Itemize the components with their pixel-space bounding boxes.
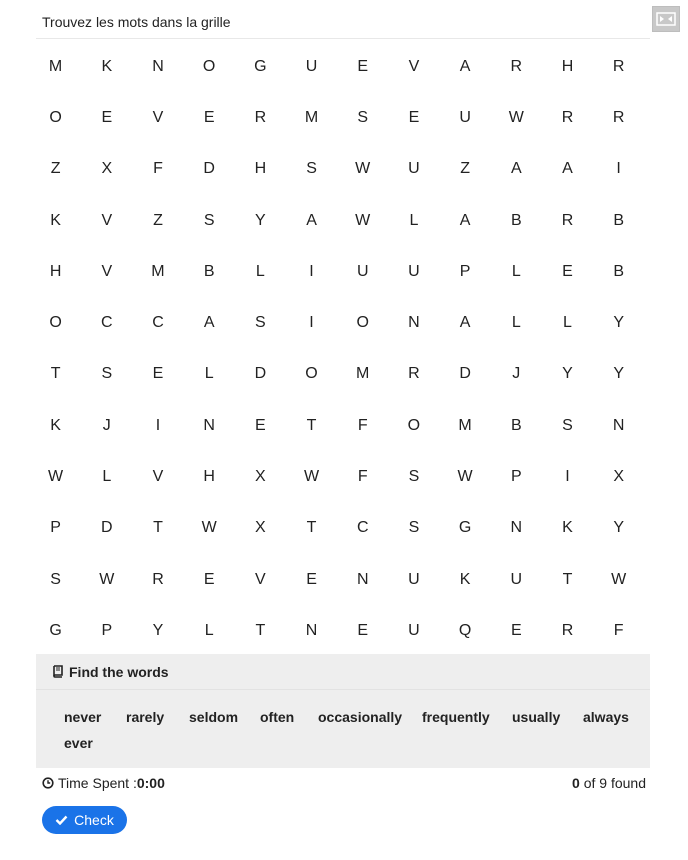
grid-cell[interactable]: N	[203, 416, 215, 434]
grid-cell[interactable]: I	[565, 468, 570, 486]
grid-cell[interactable]: T	[50, 365, 61, 383]
grid-cell[interactable]: R	[510, 57, 523, 75]
grid-cell[interactable]: U	[305, 57, 318, 75]
grid-cell[interactable]: F	[357, 468, 368, 486]
grid-cell[interactable]: D	[203, 160, 215, 178]
grid-cell[interactable]: R	[561, 211, 574, 229]
grid-cell[interactable]: O	[305, 365, 318, 383]
grid-cell[interactable]: B	[203, 262, 215, 280]
grid-cell[interactable]: F	[613, 621, 624, 639]
grid-cell[interactable]: L	[511, 314, 521, 332]
grid-cell[interactable]: U	[408, 160, 420, 178]
grid-cell[interactable]: S	[255, 314, 266, 332]
grid-cell[interactable]: W	[355, 211, 371, 229]
grid-cell[interactable]: T	[153, 519, 163, 537]
grid-cell[interactable]: F	[357, 416, 368, 434]
time-spent	[42, 775, 165, 791]
grid-cell[interactable]: H	[254, 160, 267, 178]
word-item: occasionally	[318, 709, 403, 725]
grid-cell[interactable]: E	[101, 108, 113, 126]
grid-cell[interactable]: T	[255, 621, 266, 639]
grid-cell[interactable]: S	[562, 416, 573, 434]
word-item: ever	[64, 735, 93, 751]
grid-cell[interactable]: K	[50, 211, 61, 229]
clock-icon	[42, 777, 54, 789]
grid-cell[interactable]: O	[407, 416, 421, 434]
grid-cell[interactable]: E	[255, 416, 266, 434]
grid-cell[interactable]: Q	[458, 621, 472, 639]
grid-cell[interactable]: M	[458, 416, 472, 434]
grid-cell[interactable]: S	[408, 468, 420, 486]
grid-cell[interactable]: P	[459, 262, 471, 280]
grid-cell[interactable]: W	[508, 108, 524, 126]
grid-cell[interactable]: C	[152, 314, 164, 332]
grid-cell[interactable]: P	[101, 621, 113, 639]
grid-cell[interactable]: X	[255, 468, 266, 486]
grid-cell[interactable]: M	[48, 57, 63, 75]
grid-cell[interactable]: N	[408, 314, 420, 332]
grid-cell[interactable]: W	[48, 468, 64, 486]
grid-cell[interactable]: N	[612, 416, 625, 434]
grid-cell[interactable]: S	[203, 211, 215, 229]
grid-cell[interactable]: L	[204, 621, 214, 639]
grid-cell[interactable]: Y	[613, 314, 624, 332]
grid-cell[interactable]: M	[304, 108, 319, 126]
grid-cell[interactable]: B	[613, 211, 624, 229]
grid-cell[interactable]: J	[102, 416, 111, 434]
grid-cell[interactable]: Y	[562, 365, 573, 383]
grid-cell[interactable]: U	[459, 108, 471, 126]
grid-cell[interactable]: U	[408, 262, 420, 280]
grid-cell[interactable]: P	[510, 468, 522, 486]
grid-cell[interactable]: W	[611, 570, 627, 588]
grid-cell[interactable]: T	[562, 570, 573, 588]
grid-cell[interactable]: L	[563, 314, 572, 332]
grid-cell[interactable]: I	[309, 262, 314, 280]
grid-cell[interactable]: V	[408, 57, 420, 75]
grid-cell[interactable]: A	[306, 211, 317, 229]
grid-cell[interactable]: A	[510, 160, 522, 178]
grid-cell[interactable]: I	[309, 314, 314, 332]
word-item: usually	[512, 709, 561, 725]
grid-cell[interactable]: V	[101, 262, 113, 280]
grid-cell[interactable]: F	[153, 160, 163, 178]
time-value: 0:00	[136, 775, 165, 791]
grid-cell[interactable]: K	[50, 416, 61, 434]
grid-cell[interactable]: R	[561, 108, 574, 126]
fullscreen-icon	[656, 12, 676, 26]
grid-cell[interactable]: P	[50, 519, 61, 537]
check-icon	[55, 815, 68, 825]
grid-cell[interactable]: U	[408, 570, 420, 588]
grid-cell[interactable]: A	[459, 57, 471, 75]
grid-cell[interactable]: E	[203, 108, 215, 126]
grid-cell[interactable]: M	[356, 365, 370, 383]
grid-cell[interactable]: A	[203, 314, 215, 332]
grid-cell[interactable]: R	[254, 108, 267, 126]
grid-cell[interactable]: G	[254, 57, 267, 75]
grid-cell[interactable]: B	[510, 211, 522, 229]
grid-cell[interactable]: J	[512, 365, 521, 383]
grid-cell[interactable]: X	[255, 519, 266, 537]
grid-cell[interactable]: H	[203, 468, 215, 486]
word-item: always	[583, 709, 629, 725]
header	[36, 0, 650, 39]
grid-cell[interactable]: T	[306, 519, 317, 537]
page-title: Trouvez les mots dans la grille	[42, 14, 231, 30]
grid-cell[interactable]: W	[201, 519, 217, 537]
grid-cell[interactable]: S	[408, 519, 420, 537]
grid-cell[interactable]: S	[101, 365, 113, 383]
grid-cell[interactable]: W	[303, 468, 320, 486]
grid-cell[interactable]: V	[152, 108, 164, 126]
grid-cell[interactable]: G	[49, 621, 62, 639]
grid-cell[interactable]: Y	[152, 621, 164, 639]
grid-cell[interactable]: W	[457, 468, 473, 486]
grid-cell[interactable]: O	[49, 314, 62, 332]
grid-cell[interactable]: B	[510, 416, 522, 434]
grid-cell[interactable]: Y	[255, 211, 266, 229]
grid-cell[interactable]: K	[562, 519, 573, 537]
grid-cell[interactable]: Z	[153, 211, 163, 229]
grid-cell[interactable]: E	[562, 262, 573, 280]
grid-cell[interactable]: S	[357, 108, 369, 126]
grid-cell[interactable]: E	[152, 365, 164, 383]
word-item: frequently	[422, 709, 490, 725]
grid-cell[interactable]: L	[102, 468, 112, 486]
grid-cell[interactable]: H	[49, 262, 62, 280]
fullscreen-button[interactable]	[652, 6, 680, 32]
word-item: rarely	[126, 709, 165, 725]
grid-cell[interactable]: X	[101, 160, 113, 178]
words-panel-title: Find the words	[69, 663, 169, 680]
grid-cell[interactable]: Z	[460, 160, 470, 178]
grid-cell[interactable]: M	[151, 262, 165, 280]
grid-cell[interactable]: N	[510, 519, 523, 537]
grid-cell[interactable]: E	[357, 57, 369, 75]
grid-cell[interactable]: K	[459, 570, 471, 588]
book-icon	[52, 665, 64, 678]
grid-cell[interactable]: G	[458, 519, 472, 537]
grid-cell[interactable]: U	[356, 262, 369, 280]
grid-cell[interactable]: N	[356, 570, 369, 588]
grid-cell[interactable]: E	[306, 570, 317, 588]
grid-cell[interactable]: B	[613, 262, 624, 280]
grid-cell[interactable]: T	[306, 416, 317, 434]
found-total: of 9 found	[579, 775, 646, 791]
grid-cell[interactable]: E	[510, 621, 522, 639]
grid-cell[interactable]: O	[49, 108, 62, 126]
grid-cell[interactable]: N	[152, 57, 164, 75]
grid-cell[interactable]: R	[408, 365, 420, 383]
grid-cell[interactable]: V	[255, 570, 266, 588]
grid-cell[interactable]: W	[99, 570, 115, 588]
grid-cell[interactable]: O	[356, 314, 369, 332]
grid-cell[interactable]: I	[155, 416, 161, 434]
grid-cell[interactable]: I	[616, 160, 621, 178]
grid-cell[interactable]: H	[561, 57, 574, 75]
grid-cell[interactable]: C	[101, 314, 113, 332]
grid-cell[interactable]: W	[355, 160, 371, 178]
grid-cell[interactable]: D	[254, 365, 267, 383]
grid-cell[interactable]: Y	[613, 365, 624, 383]
grid-cell[interactable]: L	[255, 262, 265, 280]
grid-cell[interactable]: V	[101, 211, 113, 229]
grid-cell[interactable]: L	[511, 262, 521, 280]
words-panel-header	[36, 654, 650, 690]
grid-cell[interactable]: E	[357, 621, 369, 639]
grid-cell[interactable]: X	[613, 468, 624, 486]
grid-cell[interactable]: R	[152, 570, 164, 588]
word-item: often	[260, 709, 295, 725]
grid-cell[interactable]: U	[510, 570, 523, 588]
grid-cell[interactable]: O	[202, 57, 216, 75]
grid-cell[interactable]: N	[305, 621, 318, 639]
grid-cell[interactable]: A	[562, 160, 573, 178]
grid-cell[interactable]: D	[101, 519, 113, 537]
check-button-label: Check	[74, 812, 114, 828]
grid-cell[interactable]: E	[203, 570, 215, 588]
grid-cell[interactable]: S	[306, 160, 317, 178]
found-count: 0	[572, 775, 580, 791]
grid-cell[interactable]: Z	[50, 160, 61, 178]
grid-cell[interactable]: C	[356, 519, 369, 537]
grid-cell[interactable]: R	[612, 57, 625, 75]
grid-cell[interactable]: Y	[613, 519, 624, 537]
status-bar	[42, 775, 646, 793]
grid-cell[interactable]: A	[459, 211, 471, 229]
word-item: seldom	[189, 709, 239, 725]
check-button[interactable]	[42, 806, 127, 834]
letter-grid	[30, 41, 644, 657]
grid-cell[interactable]: L	[409, 211, 419, 229]
grid-cell[interactable]: E	[408, 108, 420, 126]
time-label: Time Spent :	[58, 775, 137, 791]
words-panel	[36, 654, 650, 768]
word-item: never	[64, 709, 102, 725]
grid-cell[interactable]: R	[612, 108, 625, 126]
grid-cell[interactable]: A	[459, 314, 471, 332]
grid-cell[interactable]: K	[101, 57, 113, 75]
grid-cell[interactable]: R	[561, 621, 574, 639]
grid-cell[interactable]: U	[408, 621, 420, 639]
grid-cell[interactable]: S	[50, 570, 61, 588]
grid-cell[interactable]: D	[459, 365, 471, 383]
grid-cell[interactable]: L	[204, 365, 214, 383]
found-counter	[572, 775, 646, 791]
word-list	[36, 690, 650, 768]
grid-cell[interactable]: V	[152, 468, 164, 486]
